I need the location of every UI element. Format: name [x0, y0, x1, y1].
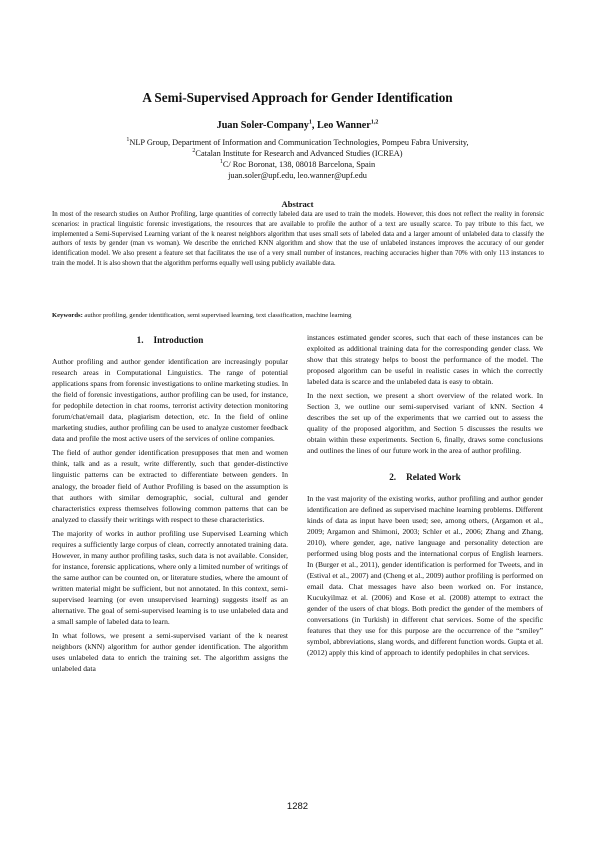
- abstract-text: In most of the research studies on Author Profiling, large quantities of correctly labeled data are used to train the models. However, this does not reflect the reality in forensic scenarios: in practical linguistic forensic investigations, the resources that are available to profile the author of a text are usually scarce. To pay tribute to this fact, we implemented a Semi-Supervised Learning variant of the k nearest neighbors algorithm that uses small sets of labeled data and a larger amount of unlabeled data to classify the authors of texts by gender (man vs woman). We describe the enriched KNN algorithm and show that the use of unlabeled instances improves the accuracy of our gender identification model. We also present a feature set that facilitates the use of a very small number of instances, reaching accuracies higher than 70% with only 113 instances to train the model. It is also shown that the algorithm performs equally well using publicly available data.: [52, 211, 544, 267]
- affiliation-line: $^1$C/ Roc Boronat, 138, 08018 Barcelona, Spain: [219, 159, 376, 169]
- affiliation-line: $^1$NLP Group, Department of Information and Communication Technologies, Pompeu Fabra University,: [126, 137, 469, 147]
- paragraph: In what follows, we present a semi-supervised variant of the k nearest neighbors (kNN) algorithm for author gender identification. The algorithm uses unlabeled data to enrich the training set. The algorithm assigns the unlabeled data: [52, 631, 288, 674]
- affiliation-line: $^2$Catalan Institute for Research and Advanced Studies (ICREA): [192, 148, 403, 158]
- author-name: , Leo Wanner: [311, 120, 371, 131]
- page-number: 1282: [286, 801, 309, 812]
- abstract-heading: Abstract: [281, 199, 314, 209]
- paragraph: The majority of works in author profiling use Supervised Learning which requires a sufficiently large corpus of clean, correctly annotated training data. However, in many author profiling tasks, such data is not available. Consider, for instance, forensic applications, where only a limited number of writings of the same author can be counted on, or literature studies, where the amount of written material might be sufficient, but not annotated. In this context, semi-supervised learning (or even unsupervised learning) suggests itself as an alternative. The goal of semi-supervised learning is to use unlabeled data and a small sample of labeled data to learn.: [52, 528, 288, 627]
- right-column: [307, 332, 543, 661]
- author-list: [0, 120, 595, 131]
- paper-title: A Semi-Supervised Approach for Gender Identification: [142, 90, 453, 105]
- section-heading-introduction: 1. Introduction: [136, 335, 204, 345]
- left-column: [52, 334, 288, 677]
- paragraph: Author profiling and author gender identification are increasingly popular research areas in Computational Linguistics. The range of potential applications spans from forensic investigations to online marketing studies. In the field of forensic investigations, author profiling can be used, for instance, for pedophile detection in chat rooms, terrorist activity detection monitoring forum/chat/email data, plagiarism detection, etc. In the field of online marketing studies, author profiling can be used to analyze customer feedback data and profile the most active users of the services of online companies.: [52, 357, 288, 444]
- keywords-list: author profiling, gender identification, semi supervised learning, text classification, machine learning: [82, 312, 352, 319]
- paragraph: In the next section, we present a short overview of the related work. In Section 3, we outline our semi-supervised variant of kNN. Section 4 describes the set up of the experiments that we carried out to assess the quality of the proposed algorithm, and Section 5 discusses the results we obtain within these experiments. Section 6, finally, draws some conclusions and outlines the lines of our future work in the area of author profiling.: [307, 391, 543, 456]
- author-affiliation-mark: 1: [308, 119, 312, 126]
- keywords: [52, 311, 544, 320]
- author-name: Juan Soler-Company: [216, 120, 309, 131]
- author-emails: juan.soler@upf.edu, leo.wanner@upf.edu: [228, 171, 367, 180]
- paragraph: instances estimated gender scores, such that each of these instances can be exploited as additional training data for the corresponding gender class. We show that this strategy helps to boost the performance of the model. The proposed algorithm can be useful in realistic cases in which the correctly labeled data is scarce and the unlabeled data is easy to obtain.: [307, 333, 543, 387]
- paragraph: In the vast majority of the existing works, author profiling and author gender identification are defined as supervised machine learning problems. Different kinds of data as input have been used; see, among others, (Argamon et al., 2009; Argamon and Shimoni, 2003; Schler et al., 2006; Zhang and Zhang, 2010), where gender, age, native language and personality detection are performed using blog posts and the international corpus of English learners. In (Burger et al., 2011), gender identification is performed for Tweets, and in (Estival et al., 2007) and (Cheng et al., 2009) author profiling is performed on email data. Chat messages have also been worked on. For instance, Kucukyilmaz et al. (2006) and Kose et al. (2008) attempt to extract the gender of the users of chat blogs. Both predict the gender of the members of conversations (in Turkish) in different chat services. Some of the specific features that they use for this purpose are the occurrence of the “smiley” symbol, abbreviations, slang words, and different function words. Gupta et al. (2012) apply this kind of approach to identify pedophiles in chat services.: [307, 493, 543, 658]
- paragraph: The field of author gender identification presupposes that men and women think, talk and as a result, write differently, such that gender-distinctive linguistic patterns can be extracted to differentiate between genders. In analogy, the broader field of Author Profiling is based on the assumption is that authors with similar demographic, social, cultural and gender characteristics express themselves following common patterns that can be analyzed to classify their writings with respect to these characteristics.: [52, 448, 288, 524]
- section-heading-related-work: 2. Related Work: [389, 471, 461, 482]
- author-affiliation-mark: 1,2: [370, 119, 379, 126]
- keywords-label: Keywords:: [52, 312, 83, 319]
